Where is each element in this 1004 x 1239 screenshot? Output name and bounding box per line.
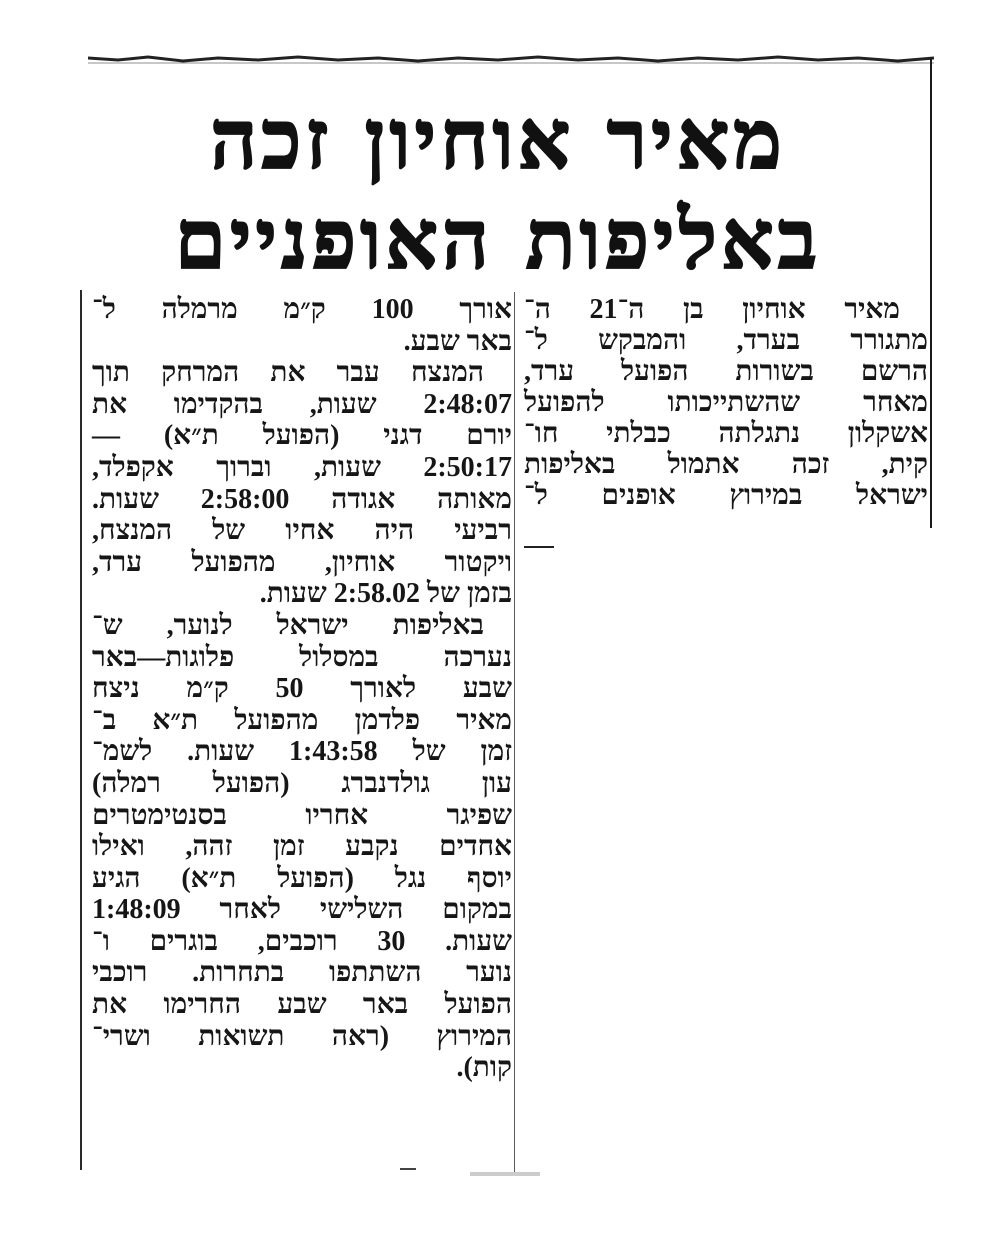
text-line: 2:48:07 שעות, בהקדימו את — [92, 388, 512, 420]
text-line: נוער השתתפו בתחרות. רוכבי — [92, 957, 512, 989]
text-line: הפועל באר שבע החרימו את — [92, 989, 512, 1021]
text-line: המירוץ (ראה תשואות ושרי־ — [92, 1020, 512, 1052]
left-column-rule — [80, 290, 82, 1170]
left-text-column — [92, 294, 512, 1084]
paragraph-3 — [92, 610, 512, 1084]
text-line: ישראל במירוץ אופנים ל־ — [524, 480, 928, 511]
paragraph-1 — [92, 294, 512, 357]
text-line: המנצח עבר את המרחק תוך — [92, 357, 484, 389]
article-headline — [98, 90, 898, 290]
text-line: בזמן של 2:58.02 שעות. — [259, 578, 512, 610]
text-line: קות). — [456, 1052, 512, 1084]
text-line: אורך 100 ק״מ מרמלה ל־ — [92, 294, 513, 325]
text-line: שבע לאורך 50 ק״מ ניצח — [92, 673, 512, 705]
text-line: זמן של 1:43:58 שעות. לשמ־ — [92, 736, 512, 768]
text-line: במקום השלישי לאחר 1:48:09 — [92, 894, 512, 926]
text-line: יוסף נגל (הפועל ת״א) הגיע — [92, 862, 512, 894]
paragraph-2 — [92, 357, 512, 610]
text-line: מאחר שהשתייכותו להפועל — [524, 387, 928, 418]
torn-top-border — [88, 52, 934, 66]
column-divider — [514, 292, 515, 1172]
text-line: באליפות ישראל לנוער, ש־ — [92, 609, 484, 641]
text-line: אחדים נקבע זמן זהה, ואילו — [92, 831, 512, 863]
text-line: מאיר אוחיון בן ה־21 ה־ — [524, 294, 900, 325]
text-line: יורם דגני (הפועל ת״א) — — [92, 420, 512, 452]
right-column-rule — [930, 58, 932, 528]
text-line: שפיגר אחריו בסנטימטרים — [92, 799, 512, 831]
end-mark — [400, 1168, 416, 1170]
paper-smudge — [470, 1172, 540, 1176]
right-text-column — [524, 294, 928, 511]
text-line: נערכה במסלול פלוגות—באר — [92, 641, 512, 673]
text-line: שעות. 30 רוכבים, בוגרים ו־ — [92, 925, 512, 957]
text-line: עון גולדנברג (הפועל רמלה) — [92, 767, 512, 799]
headline-line-2: באליפות האופניים — [174, 192, 822, 288]
headline-line-1: מאיר אוחיון זכה — [210, 92, 786, 188]
text-line: 2:50:17 שעות, וברוך אקפלד, — [92, 451, 512, 483]
text-line: קית, זכה אתמול באליפות — [524, 449, 928, 480]
text-line: הרשם בשורות הפועל ערד, — [524, 356, 928, 387]
text-line: ויקטור אוחיון, מהפועל ערד, — [92, 546, 512, 578]
text-line: באר שבע. — [403, 325, 512, 357]
text-line: מאיר פלדמן מהפועל ת״א ב־ — [92, 704, 512, 736]
continuation-dash — [524, 546, 554, 548]
text-line: מתגורר בערד, והמבקש ל־ — [524, 325, 928, 356]
text-line: אשקלון נתגלתה כבלתי חו־ — [524, 418, 928, 449]
text-line: רביעי היה אחיו של המנצח, — [92, 515, 512, 547]
text-line: מאותה אגודה 2:58:00 שעות. — [92, 483, 512, 515]
